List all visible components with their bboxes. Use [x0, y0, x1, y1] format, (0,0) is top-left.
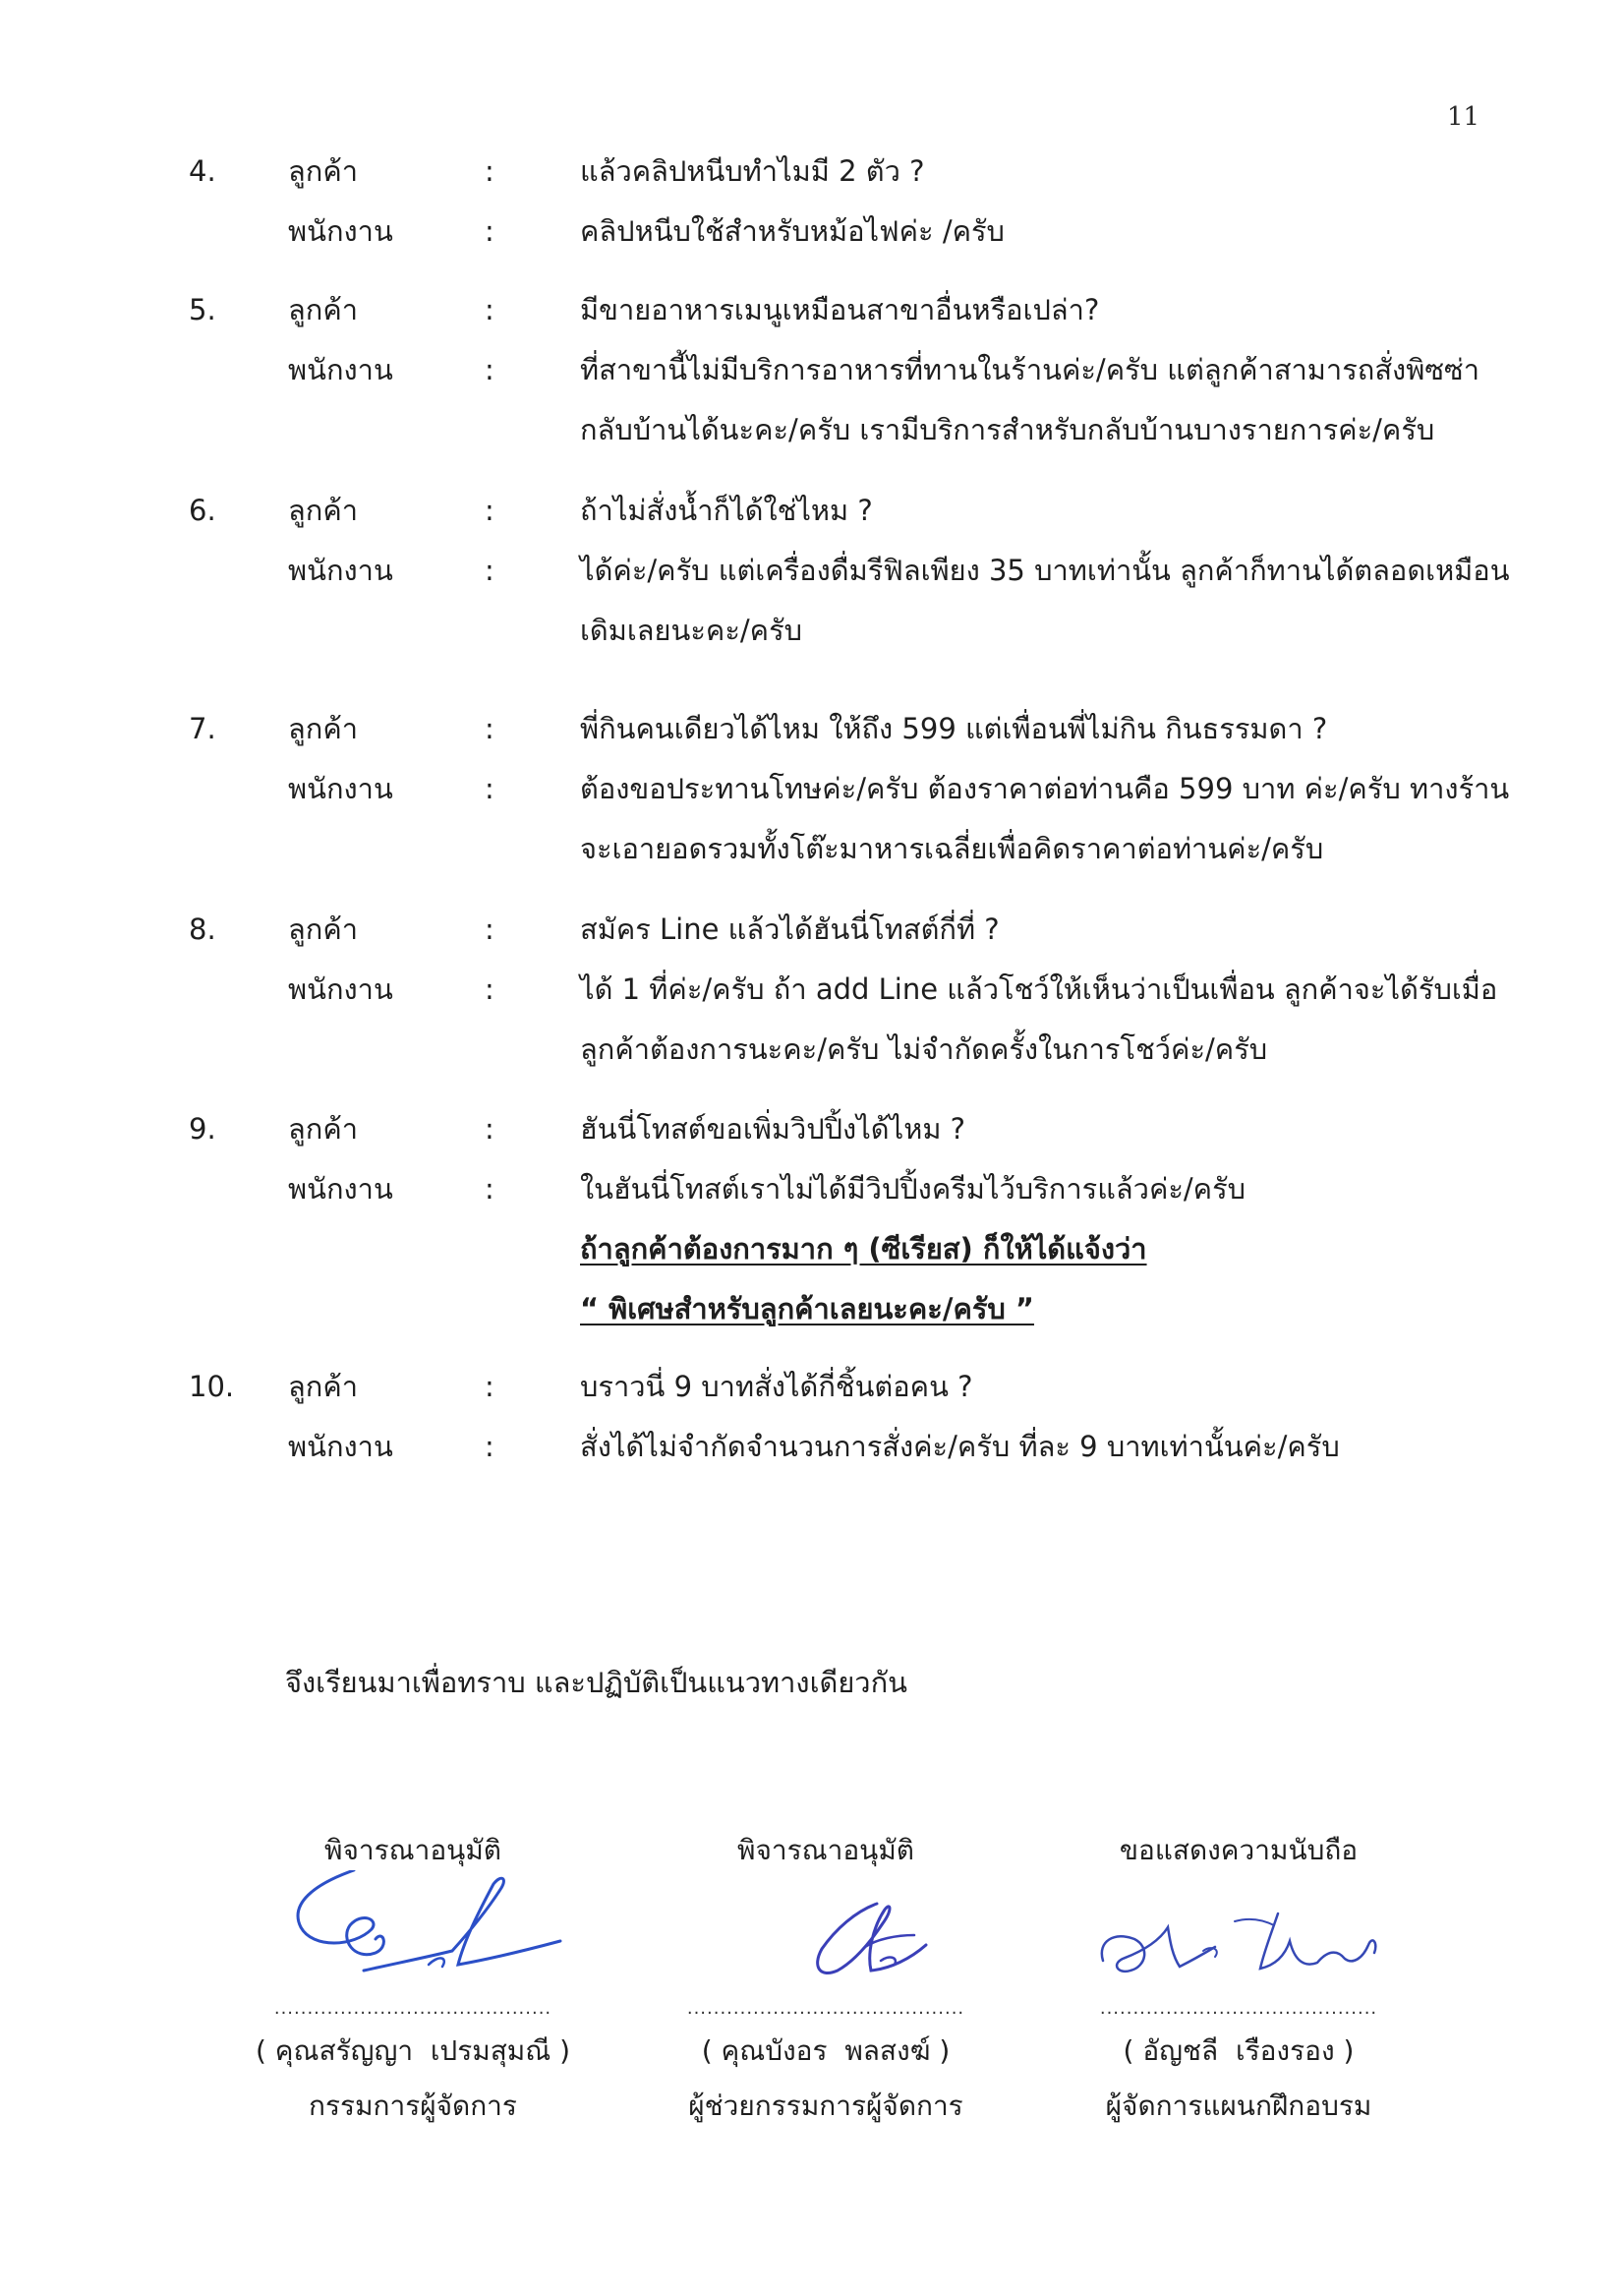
staff-answer: ในฮันนี่โทสต์เราไม่ได้มีวิปปิ้งครีมไว้บริการแล้วค่ะ/ครับ	[580, 1172, 1246, 1206]
customer-label: ลูกค้า	[288, 293, 359, 326]
item-number: 5.	[189, 293, 216, 326]
answer-continuation	[0, 1020, 1623, 1080]
customer-question: พี่กินคนเดียวได้ไหม ให้ถึง 599 แต่เพื่อนพี่ไม่กิน กินธรรมดา ?	[580, 712, 1328, 745]
handwritten-signature-icon	[206, 1870, 619, 2018]
item-number: 6.	[189, 494, 216, 527]
customer-label: ลูกค้า	[288, 712, 359, 745]
staff-answer-continued: กลับบ้านได้นะคะ/ครับ เรามีบริการสำหรับกลับบ้านบางรายการค่ะ/ครับ	[580, 413, 1435, 446]
item-number: 7.	[189, 712, 216, 745]
signature-area	[206, 1870, 619, 2018]
question-row	[0, 280, 1623, 340]
question-row	[0, 1357, 1623, 1417]
item-number: 4.	[189, 154, 216, 188]
answer-row	[0, 202, 1623, 262]
staff-answer: ได้ค่ะ/ครับ แต่เครื่องดื่มรีฟิลเพียง 35 บาทเท่านั้น ลูกค้าก็ทานได้ตลอดเหมือน	[580, 554, 1510, 587]
question-row	[0, 481, 1623, 541]
signature-block-training-manager	[1032, 1831, 1445, 2134]
signature-block-assistant-director	[619, 1831, 1032, 2134]
staff-label: พนักงาน	[288, 353, 393, 386]
answer-row	[0, 1159, 1623, 1219]
question-row	[0, 699, 1623, 759]
signer-name: ( คุณสรัญญา เปรมสุมณี )	[255, 2034, 571, 2067]
customer-label: ลูกค้า	[288, 494, 359, 527]
staff-answer: ได้ 1 ที่ค่ะ/ครับ ถ้า add Line แล้วโชว์ให้เห็นว่าเป็นเพื่อน ลูกค้าจะได้รับเมื่อ	[580, 972, 1498, 1006]
staff-answer: ต้องขอประทานโทษค่ะ/ครับ ต้องราคาต่อท่านคือ 599 บาท ค่ะ/ครับ ทางร้าน	[580, 772, 1510, 805]
colon: :	[485, 494, 494, 527]
handwritten-signature-icon	[1032, 1870, 1445, 2018]
signer-position: ผู้จัดการแผนกฝึกอบรม	[1105, 2090, 1372, 2122]
emphasized-quote: “ พิเศษสำหรับลูกค้าเลยนะคะ/ครับ ”	[580, 1292, 1034, 1325]
customer-question: แล้วคลิปหนีบทำไมมี 2 ตัว ?	[580, 154, 925, 188]
qa-item-6	[0, 481, 1623, 661]
staff-answer-continued: เดิมเลยนะคะ/ครับ	[580, 614, 803, 647]
staff-label: พนักงาน	[288, 1430, 393, 1463]
signature-heading: พิจารณาอนุมัติ	[324, 1834, 501, 1866]
answer-row	[0, 340, 1623, 400]
colon: :	[485, 712, 494, 745]
signature-heading: ขอแสดงความนับถือ	[1119, 1834, 1359, 1866]
signature-line: ..........................................	[686, 1998, 965, 2019]
customer-question: สมัคร Line แล้วได้ฮันนี่โทสต์กี่ที่ ?	[580, 913, 1000, 946]
colon: :	[485, 154, 494, 188]
colon: :	[485, 972, 494, 1006]
colon: :	[485, 293, 494, 326]
qa-item-4	[0, 142, 1623, 262]
emphasis-row	[0, 1279, 1623, 1339]
customer-label: ลูกค้า	[288, 154, 359, 188]
customer-question: ถ้าไม่สั่งน้ำก็ได้ใช่ไหม ?	[580, 494, 873, 527]
answer-continuation	[0, 400, 1623, 460]
signature-area	[619, 1870, 1032, 2018]
signature-heading: พิจารณาอนุมัติ	[737, 1834, 914, 1866]
staff-answer-continued: จะเอายอดรวมทั้งโต๊ะมาหารเฉลี่ยเพื่อคิดราคาต่อท่านค่ะ/ครับ	[580, 832, 1324, 865]
staff-label: พนักงาน	[288, 772, 393, 805]
answer-continuation	[0, 601, 1623, 661]
staff-answer-continued: ลูกค้าต้องการนะคะ/ครับ ไม่จำกัดครั้งในการโชว์ค่ะ/ครับ	[580, 1032, 1268, 1066]
qa-item-9	[0, 1099, 1623, 1339]
colon: :	[485, 913, 494, 946]
customer-label: ลูกค้า	[288, 1112, 359, 1146]
colon: :	[485, 772, 494, 805]
customer-label: ลูกค้า	[288, 913, 359, 946]
signature-block-managing-director	[206, 1831, 619, 2134]
qa-item-7	[0, 699, 1623, 879]
emphasis-row	[0, 1219, 1623, 1279]
customer-question: บราวนี่ 9 บาทสั่งได้กี่ชิ้นต่อคน ?	[580, 1370, 973, 1403]
colon: :	[485, 1172, 494, 1206]
item-number: 10.	[189, 1370, 235, 1403]
closing-statement: จึงเรียนมาเพื่อทราบ และปฏิบัติเป็นแนวทางเดียวกัน	[285, 1666, 907, 1699]
signature-line: ..........................................	[1099, 1998, 1378, 2019]
staff-label: พนักงาน	[288, 554, 393, 587]
colon: :	[485, 1370, 494, 1403]
item-number: 9.	[189, 1112, 216, 1146]
staff-label: พนักงาน	[288, 972, 393, 1006]
customer-question: มีขายอาหารเมนูเหมือนสาขาอื่นหรือเปล่า?	[580, 293, 1100, 326]
signer-name: ( คุณบังอร พลสงฆ์ )	[701, 2034, 951, 2067]
staff-answer: ที่สาขานี้ไม่มีบริการอาหารที่ทานในร้านค่ะ/ครับ แต่ลูกค้าสามารถสั่งพิซซ่า	[580, 353, 1479, 386]
emphasized-instruction: ถ้าลูกค้าต้องการมาก ๆ (ซีเรียส) ก็ให้ได้แจ้งว่า	[580, 1232, 1147, 1266]
signer-position: ผู้ช่วยกรรมการผู้จัดการ	[688, 2090, 963, 2122]
customer-question: ฮันนี่โทสต์ขอเพิ่มวิปปิ้งได้ไหม ?	[580, 1112, 966, 1146]
answer-row	[0, 759, 1623, 819]
colon: :	[485, 554, 494, 587]
staff-answer: คลิปหนีบใช้สำหรับหม้อไฟค่ะ /ครับ	[580, 214, 1005, 248]
staff-label: พนักงาน	[288, 214, 393, 248]
qa-item-8	[0, 900, 1623, 1080]
question-row	[0, 900, 1623, 960]
answer-row	[0, 1417, 1623, 1477]
qa-item-5	[0, 280, 1623, 460]
staff-answer: สั่งได้ไม่จำกัดจำนวนการสั่งค่ะ/ครับ ที่ละ 9 บาทเท่านั้นค่ะ/ครับ	[580, 1430, 1340, 1463]
signer-position: กรรมการผู้จัดการ	[309, 2090, 517, 2122]
item-number: 8.	[189, 913, 216, 946]
signer-name: ( อัญชลี เรืองรอง )	[1123, 2034, 1355, 2067]
signature-area	[1032, 1870, 1445, 2018]
signature-line: ..........................................	[273, 1998, 552, 2019]
question-row	[0, 1099, 1623, 1159]
handwritten-signature-icon	[619, 1870, 1032, 2018]
customer-label: ลูกค้า	[288, 1370, 359, 1403]
staff-label: พนักงาน	[288, 1172, 393, 1206]
qa-item-10	[0, 1357, 1623, 1477]
answer-continuation	[0, 819, 1623, 879]
answer-row	[0, 541, 1623, 601]
page-number: 11	[1447, 102, 1480, 132]
colon: :	[485, 353, 494, 386]
colon: :	[485, 1430, 494, 1463]
colon: :	[485, 214, 494, 248]
answer-row	[0, 960, 1623, 1020]
question-row	[0, 142, 1623, 202]
colon: :	[485, 1112, 494, 1146]
